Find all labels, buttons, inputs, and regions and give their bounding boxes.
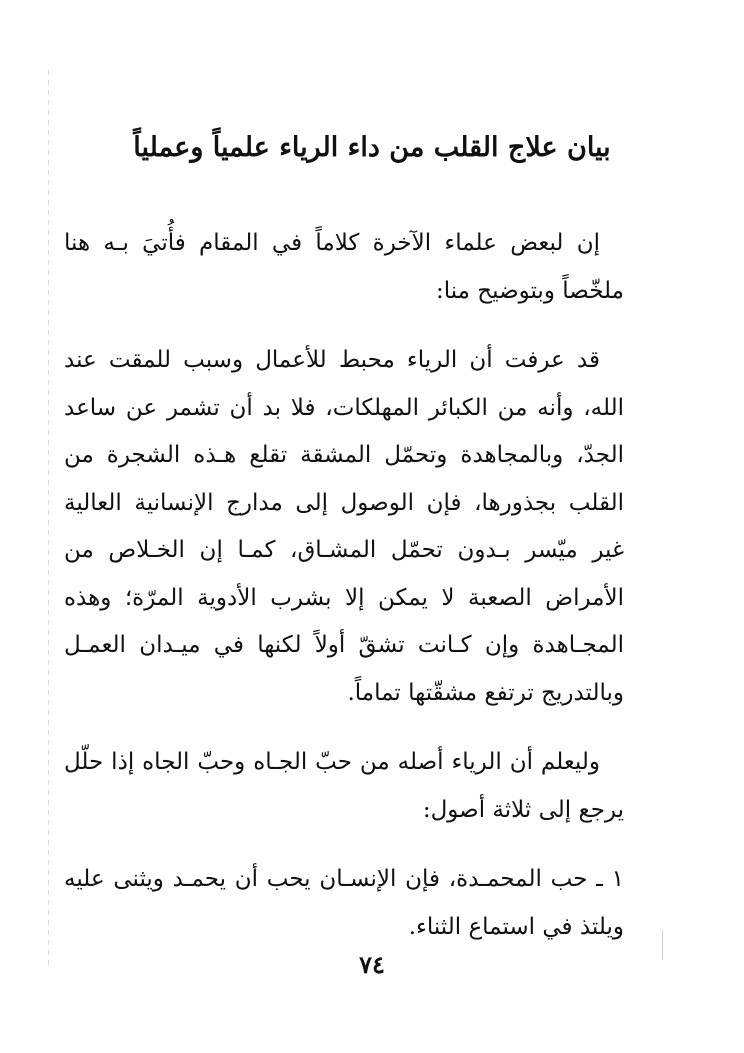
list-item-1: ١ ـ حب المحمـدة، فإن الإنسـان يحب أن يحمـد ويثنى عليه ويلتذ في استماع الثناء.: [64, 866, 624, 940]
paragraph-intro: إن لبعض علماء الآخرة كلاماً في المقام فأُتيَ بـه هنا ملخّصاً وبتوضيح منا:: [64, 230, 624, 304]
section-title: بيان علاج القلب من داء الرياء علمياً وعملياً: [133, 132, 611, 164]
scan-margin-line: [48, 70, 49, 970]
body-text: [64, 220, 624, 951]
paragraph-origin: وليعلم أن الرياء أصله من حبّ الجـاه وحبّ الجاه إذا حلّل يرجع إلى ثلاثة أصول:: [64, 749, 624, 823]
page-number: ٧٤: [359, 950, 385, 979]
paragraph-main: قد عرفت أن الرياء محبط للأعمال وسبب للمقت عند الله، وأنه من الكبائر المهلكات، فلا بد أن تشمر عن ساعد الجدّ، وبالمجاهدة وتحمّل المشقة تقلع هـذه الشجرة من القلب بجذورها، فإن الوصول إلى مدارج الإنسانية العالية غير ميّسر بـدون تحمّل المشـاق، كمـا إن الخـلاص من الأمراض الصعبة لا يمكن إلا بشرب الأدوية المرّة؛ وهذه المجـاهدة وإن كـانت تشقّ أولاً لكنها في ميـدان العمـل وبالتدريج ترتفع مشقّتها تماماً.: [64, 347, 624, 706]
